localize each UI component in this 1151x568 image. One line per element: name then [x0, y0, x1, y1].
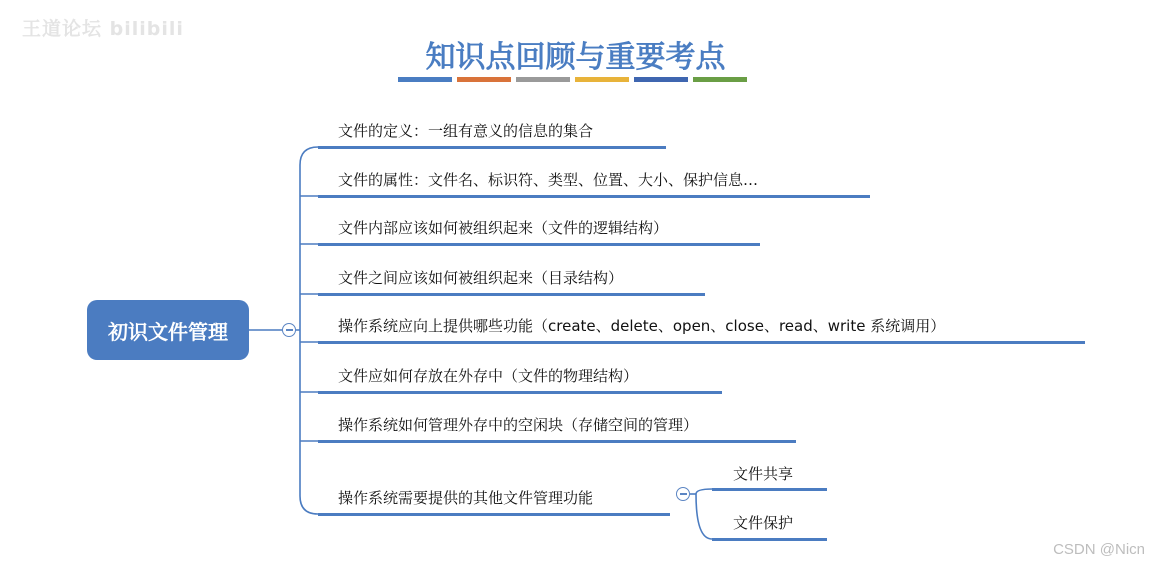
branch-label-2: 文件的属性：文件名、标识符、类型、位置、大小、保护信息… — [338, 171, 759, 189]
branch-underline-6 — [318, 391, 722, 394]
branch-label-7: 操作系统如何管理外存中的空闲块（存储空间的管理） — [338, 416, 699, 434]
connector-trunk — [300, 147, 318, 514]
connector-sub-2 — [696, 494, 712, 539]
branch-underline-3 — [318, 243, 760, 246]
watermark-csdn: CSDN @Nicn — [1053, 541, 1145, 558]
branch-underline-1 — [318, 146, 666, 149]
sub-branch-label-1: 文件共享 — [733, 465, 794, 483]
sub-branch-underline-2 — [712, 538, 827, 541]
branch-underline-5 — [318, 341, 1085, 344]
sub-branch-label-2: 文件保护 — [733, 514, 794, 532]
branch-label-3: 文件内部应该如何被组织起来（文件的逻辑结构） — [338, 219, 669, 237]
branch-label-5: 操作系统应向上提供哪些功能（create、delete、open、close、read、write 系统调用） — [338, 317, 946, 335]
collapse-icon[interactable] — [282, 323, 296, 337]
branch-label-4: 文件之间应该如何被组织起来（目录结构） — [338, 269, 624, 287]
branch-label-8: 操作系统需要提供的其他文件管理功能 — [338, 489, 594, 507]
branch-underline-4 — [318, 293, 705, 296]
sub-branch-underline-1 — [712, 488, 827, 491]
root-node[interactable]: 初识文件管理 — [87, 300, 249, 360]
branch-underline-7 — [318, 440, 796, 443]
branch-underline-2 — [318, 195, 870, 198]
watermark-logo: 王道论坛 bilibili — [22, 18, 184, 40]
branch-label-1: 文件的定义：一组有意义的信息的集合 — [338, 122, 594, 140]
branch-underline-8 — [318, 513, 670, 516]
page-title: 知识点回顾与重要考点 — [425, 40, 726, 75]
collapse-icon[interactable] — [676, 487, 690, 501]
branch-label-6: 文件应如何存放在外存中（文件的物理结构） — [338, 367, 639, 385]
connector-sub-1 — [696, 489, 712, 494]
